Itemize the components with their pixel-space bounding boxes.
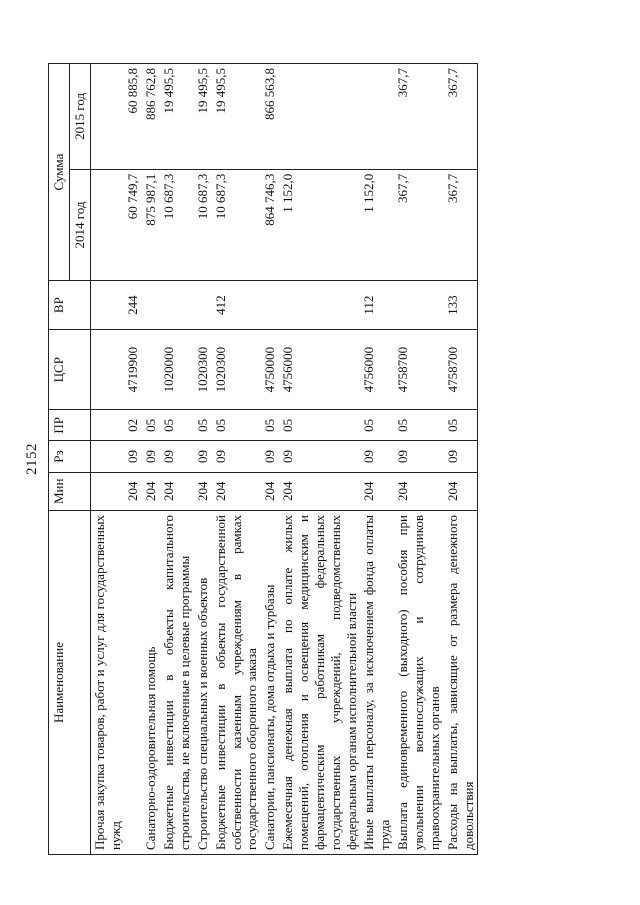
table-row (90, 64, 124, 855)
header-min: Мин (49, 472, 91, 510)
cell-min: 204 (124, 472, 142, 510)
cell-rz (90, 441, 124, 472)
budget-table (48, 63, 478, 855)
cell-2014: 367,7 (394, 169, 444, 280)
cell-2014: 10 687,3 (160, 169, 194, 280)
cell-name: Иные выплаты персоналу, за исключением фонда оплаты труда (360, 510, 394, 854)
cell-vr (160, 281, 194, 330)
header-vr: ВР (49, 281, 91, 330)
cell-pr: 05 (160, 410, 194, 441)
cell-name: Санатории, пансионаты, дома отдыха и турбазы (261, 510, 279, 854)
cell-rz: 09 (279, 441, 360, 472)
cell-vr: 412 (212, 281, 262, 330)
cell-rz: 09 (212, 441, 262, 472)
cell-2014: 367,7 (444, 169, 478, 280)
cell-name: Строительство специальных и военных объектов (194, 510, 212, 854)
cell-pr: 05 (142, 410, 160, 441)
cell-min: 204 (360, 472, 394, 510)
cell-rz: 09 (444, 441, 478, 472)
cell-name: Бюджетные инвестиции в объекты капитального строительства, не включенные в целевые программы (160, 510, 194, 854)
table-row (212, 64, 262, 855)
cell-2014: 10 687,3 (212, 169, 262, 280)
cell-min: 204 (194, 472, 212, 510)
cell-2015: 19 495,5 (160, 64, 194, 170)
cell-csr (90, 330, 124, 410)
table-row (124, 64, 142, 855)
table-row (279, 64, 360, 855)
table-row (142, 64, 160, 855)
page-number: 2152 (24, 443, 40, 475)
cell-pr: 05 (360, 410, 394, 441)
table-row (360, 64, 394, 855)
table-row (160, 64, 194, 855)
cell-2014 (90, 169, 124, 280)
cell-2015 (90, 64, 124, 170)
cell-rz: 09 (160, 441, 194, 472)
cell-name: Расходы на выплаты, зависящие от размера денежного довольствия (444, 510, 478, 854)
cell-pr: 05 (394, 410, 444, 441)
cell-rz: 09 (261, 441, 279, 472)
cell-rz: 09 (142, 441, 160, 472)
cell-pr: 05 (194, 410, 212, 441)
cell-min: 204 (142, 472, 160, 510)
cell-name: Прочая закупка товаров, работ и услуг для государственных нужд (90, 510, 124, 854)
cell-csr: 4750000 (261, 330, 279, 410)
cell-csr (142, 330, 160, 410)
cell-2014: 875 987,1 (142, 169, 160, 280)
cell-pr: 05 (261, 410, 279, 441)
header-2015: 2015 год (69, 64, 90, 170)
cell-vr: 244 (124, 281, 142, 330)
cell-vr (279, 281, 360, 330)
header-sum: Сумма (49, 64, 70, 281)
cell-2014: 864 746,3 (261, 169, 279, 280)
cell-vr (90, 281, 124, 330)
cell-csr: 4758700 (444, 330, 478, 410)
cell-name (124, 510, 142, 854)
cell-min: 204 (444, 472, 478, 510)
table-row (444, 64, 478, 855)
header-csr: ЦСР (49, 330, 91, 410)
table-row (394, 64, 444, 855)
cell-pr: 05 (444, 410, 478, 441)
cell-2015: 367,7 (444, 64, 478, 170)
cell-2015: 367,7 (394, 64, 444, 170)
cell-pr: 05 (279, 410, 360, 441)
table-row (194, 64, 212, 855)
cell-name: Санаторно-оздоровительная помощь (142, 510, 160, 854)
cell-min (90, 472, 124, 510)
cell-min: 204 (394, 472, 444, 510)
cell-vr (394, 281, 444, 330)
table-row (261, 64, 279, 855)
cell-csr: 4758700 (394, 330, 444, 410)
cell-csr: 1020000 (160, 330, 194, 410)
cell-vr (194, 281, 212, 330)
cell-name: Ежемесячная денежная выплата по оплате жилых помещений, отопления и освещения медицинским и фармацевтическим работникам федеральных государственных учреждений, подведомственных федеральным органам исполнительной власти (279, 510, 360, 854)
cell-vr (261, 281, 279, 330)
cell-name: Выплата единовременного (выходного) пособия при увольнении военнослужащих и сотрудников правоохранительных органов (394, 510, 444, 854)
cell-rz: 09 (124, 441, 142, 472)
cell-pr (90, 410, 124, 441)
cell-2015 (279, 64, 360, 170)
header-2014: 2014 год (69, 169, 90, 280)
header-name: Наименование (49, 510, 91, 854)
header-rz: Рз (49, 441, 91, 472)
cell-csr: 4756000 (360, 330, 394, 410)
cell-csr: 4719900 (124, 330, 142, 410)
cell-2014: 1 152,0 (360, 169, 394, 280)
table-body (90, 64, 478, 855)
cell-2015: 60 885,8 (124, 64, 142, 170)
cell-2014: 60 749,7 (124, 169, 142, 280)
header-pr: ПР (49, 410, 91, 441)
cell-min: 204 (279, 472, 360, 510)
cell-rz: 09 (360, 441, 394, 472)
cell-2015: 866 563,8 (261, 64, 279, 170)
cell-min: 204 (212, 472, 262, 510)
cell-2015: 19 495,5 (212, 64, 262, 170)
cell-pr: 02 (124, 410, 142, 441)
cell-csr: 1020300 (194, 330, 212, 410)
cell-2015: 19 495,5 (194, 64, 212, 170)
cell-rz: 09 (394, 441, 444, 472)
cell-pr: 05 (212, 410, 262, 441)
cell-2015: 886 762,8 (142, 64, 160, 170)
cell-min: 204 (160, 472, 194, 510)
cell-csr: 1020300 (212, 330, 262, 410)
cell-2014: 1 152,0 (279, 169, 360, 280)
cell-rz: 09 (194, 441, 212, 472)
cell-csr: 4756000 (279, 330, 360, 410)
cell-vr: 133 (444, 281, 478, 330)
cell-name: Бюджетные инвестиции в объекты государственной собственности казенным учреждениям в рамках государственного оборонного заказа (212, 510, 262, 854)
cell-2014: 10 687,3 (194, 169, 212, 280)
cell-2015 (360, 64, 394, 170)
cell-min: 204 (261, 472, 279, 510)
cell-vr: 112 (360, 281, 394, 330)
cell-vr (142, 281, 160, 330)
table-header (49, 64, 91, 855)
